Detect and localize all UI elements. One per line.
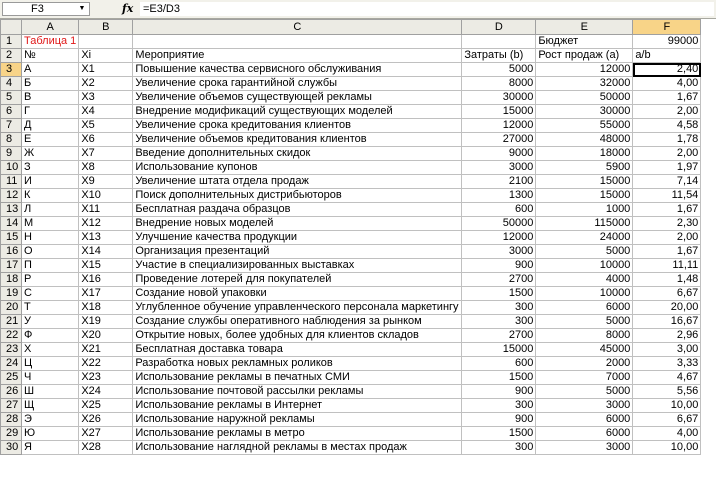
cell-xi[interactable]: X16 <box>79 273 133 287</box>
table-row <box>1 77 701 91</box>
header-ratio[interactable]: a/b <box>633 49 701 63</box>
cell-xi[interactable]: X6 <box>79 133 133 147</box>
cell-growth[interactable]: 6000 <box>536 301 633 315</box>
cell-growth[interactable]: 8000 <box>536 329 633 343</box>
table-row <box>1 399 701 413</box>
cell-xi[interactable]: X5 <box>79 119 133 133</box>
row-header[interactable]: 29 <box>1 427 22 441</box>
cell-ratio[interactable]: 1,67 <box>633 91 701 105</box>
row-header[interactable]: 19 <box>1 287 22 301</box>
cell-growth[interactable]: 5000 <box>536 245 633 259</box>
cell-cost[interactable]: 3000 <box>462 245 536 259</box>
cell-xi[interactable]: X2 <box>79 77 133 91</box>
row-header[interactable]: 15 <box>1 231 22 245</box>
budget-label[interactable]: Бюджет <box>536 35 633 49</box>
cell-cost[interactable]: 8000 <box>462 77 536 91</box>
cell-cost[interactable]: 3000 <box>462 161 536 175</box>
cell-growth[interactable]: 32000 <box>536 77 633 91</box>
cell-cost[interactable]: 1500 <box>462 427 536 441</box>
cell-ratio[interactable]: 2,30 <box>633 217 701 231</box>
row-header[interactable]: 11 <box>1 175 22 189</box>
table-row <box>1 133 701 147</box>
column-header-row <box>1 20 701 35</box>
row-header[interactable]: 7 <box>1 119 22 133</box>
cell-xi[interactable]: X25 <box>79 399 133 413</box>
header-cost[interactable]: Затраты (b) <box>462 49 536 63</box>
cell-letter[interactable]: М <box>22 217 79 231</box>
cell-letter[interactable]: Д <box>22 119 79 133</box>
cell-xi[interactable]: X1 <box>79 63 133 77</box>
cell-activity[interactable]: Бесплатная доставка товара <box>133 343 462 357</box>
budget-value[interactable]: 99000 <box>633 35 701 49</box>
cell-letter[interactable]: Щ <box>22 399 79 413</box>
cell-ratio[interactable]: 1,48 <box>633 273 701 287</box>
cell-activity[interactable]: Организация презентаций <box>133 245 462 259</box>
cell-cost[interactable]: 300 <box>462 315 536 329</box>
cell-growth[interactable]: 4000 <box>536 273 633 287</box>
cell-letter[interactable]: Р <box>22 273 79 287</box>
cell-growth[interactable]: 5000 <box>536 315 633 329</box>
cell-ratio[interactable]: 20,00 <box>633 301 701 315</box>
cell-ratio[interactable]: 4,67 <box>633 371 701 385</box>
cell-cost[interactable]: 900 <box>462 413 536 427</box>
table-row <box>1 259 701 273</box>
table-row <box>1 63 701 77</box>
cell-xi[interactable]: X21 <box>79 343 133 357</box>
table-row <box>1 343 701 357</box>
table-row <box>1 301 701 315</box>
row-header[interactable]: 8 <box>1 133 22 147</box>
cell-xi[interactable]: X23 <box>79 371 133 385</box>
cell-letter[interactable]: Ц <box>22 357 79 371</box>
cell[interactable] <box>79 35 133 49</box>
cell-letter[interactable]: Ю <box>22 427 79 441</box>
cell-cost[interactable]: 2100 <box>462 175 536 189</box>
cell-activity[interactable]: Увеличение объемов существующей рекламы <box>133 91 462 105</box>
cell-ratio[interactable]: 1,67 <box>633 245 701 259</box>
cell-letter[interactable]: Е <box>22 133 79 147</box>
cell-activity[interactable]: Внедрение новых моделей <box>133 217 462 231</box>
row-header[interactable]: 12 <box>1 189 22 203</box>
cell-cost[interactable]: 900 <box>462 259 536 273</box>
cell-activity[interactable]: Увеличение срока кредитования клиентов <box>133 119 462 133</box>
cell-xi[interactable]: X7 <box>79 147 133 161</box>
table-row <box>1 203 701 217</box>
cell-letter[interactable]: Ш <box>22 385 79 399</box>
table-row <box>1 119 701 133</box>
table-row <box>1 385 701 399</box>
cell-ratio[interactable]: 6,67 <box>633 287 701 301</box>
table-row <box>1 371 701 385</box>
cell-letter[interactable]: Я <box>22 441 79 455</box>
cell-xi[interactable]: X20 <box>79 329 133 343</box>
table-row <box>1 189 701 203</box>
cell-ratio[interactable]: 2,00 <box>633 231 701 245</box>
cell-growth[interactable]: 18000 <box>536 147 633 161</box>
cell-letter[interactable]: Ж <box>22 147 79 161</box>
cell-letter[interactable]: З <box>22 161 79 175</box>
cell-cost[interactable]: 600 <box>462 357 536 371</box>
cell-letter[interactable]: Ф <box>22 329 79 343</box>
cell-ratio[interactable]: 11,11 <box>633 259 701 273</box>
row-header[interactable]: 9 <box>1 147 22 161</box>
cell[interactable] <box>133 35 462 49</box>
row-header[interactable]: 27 <box>1 399 22 413</box>
row-header[interactable]: 3 <box>1 63 22 77</box>
row-header[interactable]: 16 <box>1 245 22 259</box>
cell-growth[interactable]: 6000 <box>536 413 633 427</box>
cell-ratio[interactable]: 5,56 <box>633 385 701 399</box>
row-header[interactable]: 1 <box>1 35 22 49</box>
cell-activity[interactable]: Увеличение срока гарантийной службы <box>133 77 462 91</box>
table-row <box>1 91 701 105</box>
cell-growth[interactable]: 2000 <box>536 357 633 371</box>
cell-activity[interactable]: Использование почтовой рассылки рекламы <box>133 385 462 399</box>
cell-xi[interactable]: X13 <box>79 231 133 245</box>
cell-activity[interactable]: Поиск дополнительных дистрибьюторов <box>133 189 462 203</box>
cell-activity[interactable]: Увеличение объемов кредитования клиентов <box>133 133 462 147</box>
cell-activity[interactable]: Создание новой упаковки <box>133 287 462 301</box>
sheet-row <box>1 35 701 49</box>
cell-activity[interactable]: Углубленное обучение управленческого персонала маркетингу <box>133 301 462 315</box>
cell-activity[interactable]: Использование рекламы в метро <box>133 427 462 441</box>
cell-growth[interactable]: 10000 <box>536 287 633 301</box>
column-header-b[interactable]: B <box>79 20 133 35</box>
cell-growth[interactable]: 3000 <box>536 441 633 455</box>
row-header[interactable]: 30 <box>1 441 22 455</box>
function-icon[interactable]: fx <box>122 2 134 15</box>
cell-cost[interactable]: 1500 <box>462 287 536 301</box>
cell-letter[interactable]: Т <box>22 301 79 315</box>
cell-xi[interactable]: X28 <box>79 441 133 455</box>
cell-letter[interactable]: Л <box>22 203 79 217</box>
column-header-d[interactable]: D <box>462 20 536 35</box>
cell-letter[interactable]: В <box>22 91 79 105</box>
cell-activity[interactable]: Введение дополнительных скидок <box>133 147 462 161</box>
header-activity[interactable]: Мероприятие <box>133 49 462 63</box>
cell-letter[interactable]: Б <box>22 77 79 91</box>
cell-letter[interactable]: С <box>22 287 79 301</box>
header-xi[interactable]: Xi <box>79 49 133 63</box>
cell-xi[interactable]: X4 <box>79 105 133 119</box>
formula-input[interactable]: =E3/D3 <box>140 2 714 16</box>
cell-growth[interactable]: 5000 <box>536 385 633 399</box>
cell-cost[interactable]: 2700 <box>462 273 536 287</box>
row-header[interactable]: 14 <box>1 217 22 231</box>
cell-cost[interactable]: 2700 <box>462 329 536 343</box>
cell-xi[interactable]: X26 <box>79 413 133 427</box>
cell-xi[interactable]: X3 <box>79 91 133 105</box>
cell-ratio[interactable]: 2,96 <box>633 329 701 343</box>
cell-activity[interactable]: Использование рекламы в Интернет <box>133 399 462 413</box>
cell-activity[interactable]: Создание службы оперативного наблюдения за рынком <box>133 315 462 329</box>
cell-letter[interactable]: Ч <box>22 371 79 385</box>
cell-cost[interactable]: 1500 <box>462 371 536 385</box>
row-header[interactable]: 22 <box>1 329 22 343</box>
cell-growth[interactable]: 15000 <box>536 175 633 189</box>
cell-ratio[interactable]: 4,00 <box>633 77 701 91</box>
cell-activity[interactable]: Проведение лотерей для покупателей <box>133 273 462 287</box>
cell-letter[interactable]: А <box>22 63 79 77</box>
cell-activity[interactable]: Использование наглядной рекламы в местах продаж <box>133 441 462 455</box>
row-header[interactable]: 18 <box>1 273 22 287</box>
table-row <box>1 273 701 287</box>
cell-ratio[interactable]: 6,67 <box>633 413 701 427</box>
cell-growth[interactable]: 30000 <box>536 105 633 119</box>
cell-cost[interactable]: 30000 <box>462 91 536 105</box>
sheet-row <box>1 49 701 63</box>
table-row <box>1 161 701 175</box>
cell-letter[interactable]: Х <box>22 343 79 357</box>
name-box[interactable] <box>2 2 90 16</box>
cell-xi[interactable]: X8 <box>79 161 133 175</box>
cell-ratio[interactable]: 10,00 <box>633 399 701 413</box>
column-header-f[interactable]: F <box>633 20 701 35</box>
row-header[interactable]: 25 <box>1 371 22 385</box>
table-row <box>1 105 701 119</box>
row-header[interactable]: 24 <box>1 357 22 371</box>
cell-xi[interactable]: X22 <box>79 357 133 371</box>
sheet-grid <box>0 19 701 455</box>
column-header-a[interactable]: A <box>22 20 79 35</box>
cell-letter[interactable]: Г <box>22 105 79 119</box>
cell-cost[interactable]: 15000 <box>462 105 536 119</box>
row-header[interactable]: 20 <box>1 301 22 315</box>
cell-ratio[interactable]: 3,33 <box>633 357 701 371</box>
cell-growth[interactable]: 3000 <box>536 399 633 413</box>
cell-activity[interactable]: Использование наружной рекламы <box>133 413 462 427</box>
cell-xi[interactable]: X9 <box>79 175 133 189</box>
cell-ratio[interactable]: 10,00 <box>633 441 701 455</box>
row-header[interactable]: 13 <box>1 203 22 217</box>
active-cell[interactable]: 2,40 <box>633 63 701 77</box>
row-header[interactable]: 2 <box>1 49 22 63</box>
cell-letter[interactable]: У <box>22 315 79 329</box>
table-row <box>1 357 701 371</box>
cell-activity[interactable]: Внедрение модификаций существующих моделей <box>133 105 462 119</box>
row-header[interactable]: 21 <box>1 315 22 329</box>
cell-letter[interactable]: О <box>22 245 79 259</box>
row-header[interactable]: 17 <box>1 259 22 273</box>
table-row <box>1 427 701 441</box>
cell-growth[interactable]: 10000 <box>536 259 633 273</box>
cell-ratio[interactable]: 4,00 <box>633 427 701 441</box>
row-header[interactable]: 4 <box>1 77 22 91</box>
select-all-corner[interactable] <box>1 20 22 35</box>
cell-activity[interactable]: Участие в специализированных выставках <box>133 259 462 273</box>
cell-ratio[interactable]: 7,14 <box>633 175 701 189</box>
cell-xi[interactable]: X17 <box>79 287 133 301</box>
table-row <box>1 245 701 259</box>
table-row <box>1 147 701 161</box>
cell-cost[interactable]: 27000 <box>462 133 536 147</box>
cell-cost[interactable]: 15000 <box>462 343 536 357</box>
row-header[interactable]: 26 <box>1 385 22 399</box>
cell-cost[interactable]: 300 <box>462 301 536 315</box>
cell-growth[interactable]: 48000 <box>536 133 633 147</box>
cell-growth[interactable]: 24000 <box>536 231 633 245</box>
cell-cost[interactable]: 300 <box>462 441 536 455</box>
cell-activity[interactable]: Улучшение качества продукции <box>133 231 462 245</box>
cell-xi[interactable]: X14 <box>79 245 133 259</box>
cell-activity[interactable]: Бесплатная раздача образцов <box>133 203 462 217</box>
cell[interactable] <box>462 35 536 49</box>
cell-xi[interactable]: X12 <box>79 217 133 231</box>
cell-growth[interactable]: 7000 <box>536 371 633 385</box>
cell-activity[interactable]: Увеличение штата отдела продаж <box>133 175 462 189</box>
table-row <box>1 217 701 231</box>
table-row <box>1 413 701 427</box>
cell-cost[interactable]: 5000 <box>462 63 536 77</box>
table-title[interactable]: Таблица 1 <box>22 35 79 49</box>
cell-cost[interactable]: 9000 <box>462 147 536 161</box>
table-row <box>1 231 701 245</box>
cell-growth[interactable]: 6000 <box>536 427 633 441</box>
cell-cost[interactable]: 600 <box>462 203 536 217</box>
cell-ratio[interactable]: 4,58 <box>633 119 701 133</box>
cell-xi[interactable]: X15 <box>79 259 133 273</box>
cell-growth[interactable]: 115000 <box>536 217 633 231</box>
row-header[interactable]: 28 <box>1 413 22 427</box>
header-no[interactable]: № <box>22 49 79 63</box>
cell-cost[interactable]: 1300 <box>462 189 536 203</box>
cell-xi[interactable]: X27 <box>79 427 133 441</box>
row-header[interactable]: 5 <box>1 91 22 105</box>
cell-xi[interactable]: X11 <box>79 203 133 217</box>
cell-letter[interactable]: К <box>22 189 79 203</box>
column-header-c[interactable]: C <box>133 20 462 35</box>
cell-xi[interactable]: X10 <box>79 189 133 203</box>
table-row <box>1 287 701 301</box>
table-row <box>1 441 701 455</box>
name-box-value: F3 <box>31 3 44 15</box>
cell-letter[interactable]: Н <box>22 231 79 245</box>
cell-cost[interactable]: 50000 <box>462 217 536 231</box>
cell-activity[interactable]: Использование купонов <box>133 161 462 175</box>
cell-activity[interactable]: Разработка новых рекламных роликов <box>133 357 462 371</box>
cell-activity[interactable]: Использование рекламы в печатных СМИ <box>133 371 462 385</box>
sheet-table <box>0 19 701 455</box>
cell-letter[interactable]: И <box>22 175 79 189</box>
cell-ratio[interactable]: 1,97 <box>633 161 701 175</box>
cell-cost[interactable]: 300 <box>462 399 536 413</box>
cell-cost[interactable]: 12000 <box>462 119 536 133</box>
cell-ratio[interactable]: 2,00 <box>633 105 701 119</box>
cell-ratio[interactable]: 1,78 <box>633 133 701 147</box>
cell-xi[interactable]: X24 <box>79 385 133 399</box>
cell-ratio[interactable]: 3,00 <box>633 343 701 357</box>
cell-activity[interactable]: Открытие новых, более удобных для клиентов складов <box>133 329 462 343</box>
cell-letter[interactable]: Э <box>22 413 79 427</box>
cell-growth[interactable]: 15000 <box>536 189 633 203</box>
cell-cost[interactable]: 900 <box>462 385 536 399</box>
table-row <box>1 329 701 343</box>
cell-growth[interactable]: 12000 <box>536 63 633 77</box>
cell-growth[interactable]: 50000 <box>536 91 633 105</box>
column-header-e[interactable]: E <box>536 20 633 35</box>
table-row <box>1 175 701 189</box>
cell-xi[interactable]: X18 <box>79 301 133 315</box>
cell-growth[interactable]: 45000 <box>536 343 633 357</box>
cell-ratio[interactable]: 2,00 <box>633 147 701 161</box>
cell-growth[interactable]: 1000 <box>536 203 633 217</box>
cell-xi[interactable]: X19 <box>79 315 133 329</box>
cell-ratio[interactable]: 1,67 <box>633 203 701 217</box>
row-header[interactable]: 10 <box>1 161 22 175</box>
cell-growth[interactable]: 55000 <box>536 119 633 133</box>
cell-activity[interactable]: Повышение качества сервисного обслуживания <box>133 63 462 77</box>
header-growth[interactable]: Рост продаж (a) <box>536 49 633 63</box>
row-header[interactable]: 23 <box>1 343 22 357</box>
formula-bar <box>0 0 716 19</box>
table-row <box>1 315 701 329</box>
cell-cost[interactable]: 12000 <box>462 231 536 245</box>
cell-growth[interactable]: 5900 <box>536 161 633 175</box>
cell-letter[interactable]: П <box>22 259 79 273</box>
chevron-down-icon[interactable]: ▼ <box>78 5 86 12</box>
row-header[interactable]: 6 <box>1 105 22 119</box>
cell-ratio[interactable]: 16,67 <box>633 315 701 329</box>
cell-ratio[interactable]: 11,54 <box>633 189 701 203</box>
